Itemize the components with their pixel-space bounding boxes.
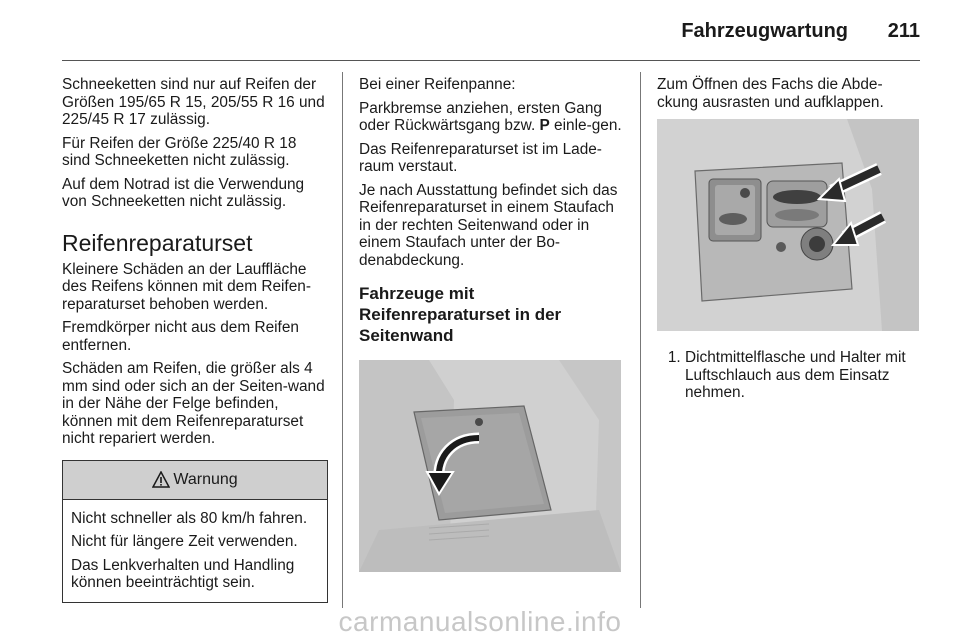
side-panel-illustration xyxy=(359,360,621,572)
text: einle-gen. xyxy=(549,117,622,134)
section-heading: Reifenreparaturset xyxy=(62,229,253,256)
gear-symbol: P xyxy=(539,117,550,134)
header-divider xyxy=(62,60,920,61)
column-divider xyxy=(342,72,343,608)
step-list xyxy=(657,349,923,402)
section-title: Fahrzeugwartung xyxy=(681,20,848,42)
page-header xyxy=(62,14,920,50)
paragraph: Kleinere Schäden an der Lauffläche des Reifens können mit dem Reifen-reparaturset behoben werden. xyxy=(62,260,311,313)
paragraph: Schäden am Reifen, die größer als 4 mm sind oder sich an der Seiten-wand in der Nähe der Felge befinden, können mit dem Reifenreparaturset nicht repariert werden. xyxy=(62,360,325,447)
paragraph: Schneeketten sind nur auf Reifen der Größen 195/65 R 15, 205/55 R 16 und 225/45 R 17 zulässig. xyxy=(62,76,325,128)
subsection-heading: Fahrzeuge mit Reifenreparaturset in der Seitenwand xyxy=(359,284,562,345)
warning-text: Nicht schneller als 80 km/h fahren. xyxy=(71,509,308,527)
paragraph: Auf dem Notrad ist die Verwendung von Schneeketten nicht zulässig. xyxy=(62,175,305,210)
paragraph: Fremdkörper nicht aus dem Reifen entfernen. xyxy=(62,319,299,354)
column-divider xyxy=(640,72,641,608)
warning-title: Warnung xyxy=(173,470,238,488)
paragraph: Zum Öffnen des Fachs die Abde-ckung ausrasten und aufklappen. xyxy=(657,76,884,111)
paragraph: Je nach Ausstattung befindet sich das Reifenreparaturset in einem Staufach in der rechten Seitenwand oder in einem Staufach unter der Bo-denabdeckung. xyxy=(359,181,618,269)
paragraph: Bei einer Reifenpanne: xyxy=(359,76,516,93)
column-1 xyxy=(62,76,328,603)
page-number: 211 xyxy=(887,20,920,42)
paragraph: Für Reifen der Größe 225/40 R 18 sind Schneeketten nicht zulässig. xyxy=(62,134,297,169)
text: Parkbremse anziehen, ersten Gang oder Rückwärtsgang bzw. xyxy=(359,99,602,134)
watermark: carmanualsonline.info xyxy=(338,606,622,637)
column-3 xyxy=(657,76,923,402)
paragraph: Das Reifenreparaturset ist im Lade-raum verstaut. xyxy=(359,140,602,175)
warning-box xyxy=(62,460,328,603)
warning-body xyxy=(63,500,327,602)
paragraph xyxy=(359,100,625,135)
column-2 xyxy=(359,76,625,572)
warning-icon xyxy=(152,471,170,488)
warning-text: Das Lenkverhalten und Handling können beeinträchtigt sein. xyxy=(71,556,295,591)
list-item: 1. Dichtmittelflasche und Halter mit Luftschlauch aus dem Einsatz nehmen. xyxy=(685,349,923,402)
warning-text: Nicht für längere Zeit verwenden. xyxy=(71,533,298,550)
compartment-illustration xyxy=(657,119,919,331)
warning-header xyxy=(63,461,327,500)
